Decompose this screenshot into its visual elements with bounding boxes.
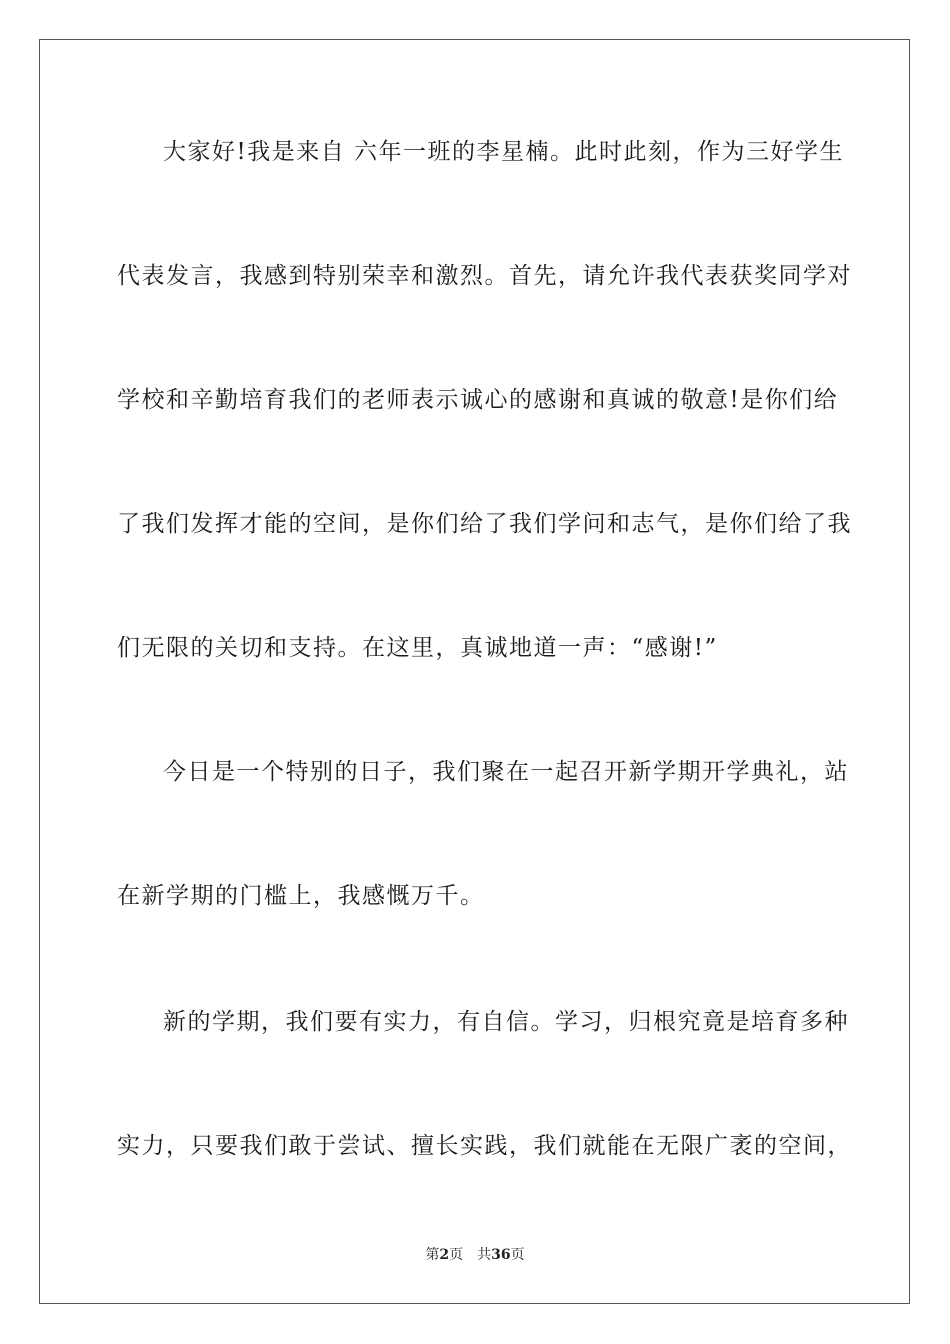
paragraph-line: 在新学期的门槛上，我感慨万千。 (117, 883, 485, 909)
paragraph-line: 今日是一个特别的日子，我们聚在一起召开新学期开学典礼，站 (163, 759, 849, 785)
total-prefix: 共 (477, 1247, 492, 1263)
paragraph-line: 实力，只要我们敢于尝试、擅长实践，我们就能在无限广袤的空间， (117, 1133, 852, 1159)
paragraph-line: 代表发言，我感到特别荣幸和激烈。首先，请允许我代表获奖同学对 (117, 263, 852, 289)
total-suffix: 页 (510, 1247, 525, 1263)
paragraph-line: 了我们发挥才能的空间，是你们给了我们学问和志气，是你们给了我 (117, 511, 852, 537)
paragraph-line: 新的学期，我们要有实力，有自信。学习，归根究竟是培育多种 (163, 1009, 849, 1035)
page-prefix: 第 (425, 1247, 440, 1263)
paragraph-line: 大家好!我是来自 六年一班的李星楠。此时此刻，作为三好学生 (163, 139, 845, 165)
page-footer (0, 1246, 950, 1264)
paragraph-line: 们无限的关切和支持。在这里，真诚地道一声：“感谢!” (117, 635, 718, 661)
page-border (39, 39, 910, 1304)
page-suffix: 页 (449, 1247, 464, 1263)
total-pages: 36 (491, 1247, 511, 1263)
page-number: 2 (439, 1247, 450, 1263)
paragraph-line: 学校和辛勤培育我们的老师表示诚心的感谢和真诚的敬意!是你们给 (117, 387, 839, 413)
